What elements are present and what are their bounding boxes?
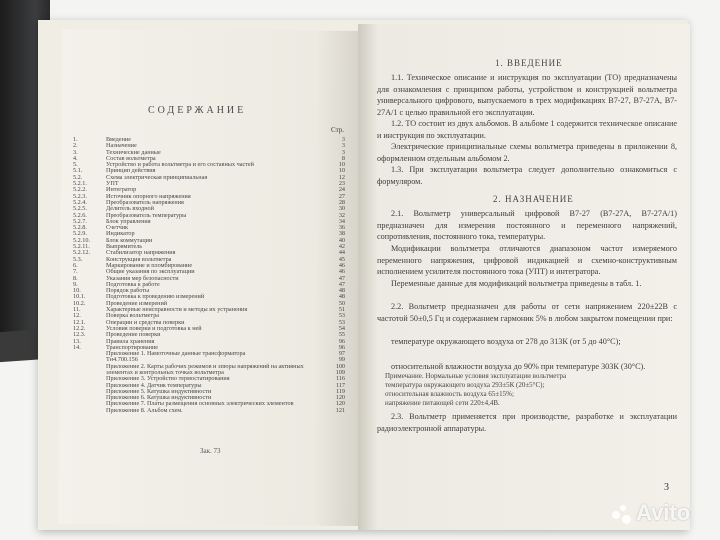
toc-row-label: Тн4.700.156: [106, 356, 138, 364]
section-heading-introduction: 1. ВВЕДЕНИЕ: [495, 58, 563, 68]
toc-row-label: Источник опорного напряжения: [106, 192, 191, 200]
toc-row-label: Блок управления: [106, 217, 151, 225]
toc-row-number: 5.2.10.: [73, 236, 91, 244]
toc-row-page: 119: [335, 387, 345, 395]
toc-row-page: 3: [341, 148, 345, 156]
toc-row-label: Условия поверки и подготовка к ней: [106, 324, 202, 332]
toc-row-label: Устройство и работа вольтметра и его составных частей: [106, 161, 254, 169]
toc-row-label: Делитель входной: [106, 205, 154, 213]
toc-row-number: 5.2.7.: [73, 217, 87, 225]
toc-row-number: 3.: [73, 148, 78, 156]
toc-row-page: 42: [338, 243, 345, 251]
toc-row-page: 47: [338, 274, 345, 282]
toc-row-number: 5.2.6.: [73, 211, 87, 219]
toc-row-page: 48: [338, 293, 345, 301]
toc-row-number: 5.: [73, 161, 78, 169]
toc-row-label: Интегратор: [106, 186, 137, 194]
toc-row-number: 11.: [73, 306, 81, 314]
toc-row-label: Приложение 8. Альбом схем.: [106, 406, 183, 414]
toc-row-number: 12.2.: [73, 324, 86, 332]
toc-row-page: 96: [338, 343, 345, 351]
toc-row-label: УПТ: [106, 180, 119, 188]
toc-row-label: Транспортирование: [106, 343, 159, 351]
toc-row-number: 9.: [73, 280, 78, 288]
toc-row-page: 44: [338, 249, 345, 257]
toc-row-number: 14.: [73, 343, 81, 351]
toc-row-number: 10.2.: [73, 299, 86, 307]
toc-row-page: 38: [338, 230, 345, 238]
paragraph-1-1: 1.1. Техническое описание и инструкция по эксплуатации (ТО) предназначены для ознакомления с принципом работы, устройством и конструкцией вольтметра универсального цифрового, выпускаемого в трех модификациях В7-27, В7-27А, В7-27А/1 с целью правильной его эксплуатации.: [377, 73, 677, 117]
toc-row-number: 8.: [73, 274, 78, 282]
toc-list: [73, 137, 345, 414]
toc-row-page: 30: [338, 205, 345, 213]
toc-row-number: 10.1.: [73, 293, 86, 301]
toc-row-label: Маркирование и пломбирование: [106, 261, 193, 269]
toc-row-page: 53: [338, 312, 345, 320]
toc-row-label: Проведение поверки: [106, 331, 161, 339]
toc-row-page: 10: [338, 167, 345, 175]
toc-row-number: 12.1.: [73, 318, 86, 326]
paragraph-2-2: 2.2. Вольтметр предназначен для работы от сети напряжением 220±22В с частотой 50±0,5 Гц и содержанием гармоник 5% в любом закрытом помещении при:: [377, 302, 677, 323]
toc-row-label: Операции и средства поверки: [106, 318, 185, 326]
toc-row-number: 5.2.: [73, 173, 83, 181]
toc-row-page: 46: [338, 268, 345, 276]
toc-row-page: 53: [338, 318, 345, 326]
toc-row-label: Приложение 1. Намоточные данные трансформатора: [106, 350, 246, 358]
toc-row-page: 28: [338, 198, 345, 206]
toc-row-label: Приложение 4. Датчик температуры: [106, 381, 202, 389]
toc-row-page: 34: [338, 217, 345, 225]
toc-row-label: Поверка вольтметра: [106, 312, 160, 320]
toc-row-page: 24: [338, 186, 345, 194]
toc-row-label: Общие указания по эксплуатации: [106, 268, 195, 276]
toc-row-label: Схема электрическая принципиальная: [106, 173, 208, 181]
toc-row-number: 1.: [73, 136, 78, 143]
toc-row-number: 13.: [73, 337, 81, 345]
toc-row-label: Указания мер безопасности: [106, 274, 179, 282]
toc-row-page: 3: [341, 136, 345, 143]
toc-row-label: Преобразователь напряжения: [106, 198, 184, 206]
toc-row-number: 5.2.3.: [73, 192, 87, 200]
paragraph-schemes: Электрические принципиальные схемы вольтметра приведены в приложении 8, оформленном отдельным альбомом 2.: [377, 142, 677, 163]
toc-row-label: Стабилизатор напряжения: [106, 249, 176, 257]
toc-row-page: 3: [341, 142, 345, 150]
toc-row-page: 97: [338, 350, 345, 358]
toc-row-label: элементах и контрольных точках вольтметра: [106, 368, 224, 376]
toc-row-label: Технические данные: [106, 148, 161, 156]
toc-row-number: 6.: [73, 261, 78, 269]
toc-row-label: Приложение 3. Устройство термостатирования: [106, 375, 230, 383]
toc-row-number: 7.: [73, 268, 78, 276]
toc-row-number: 12.3.: [73, 331, 86, 339]
toc-row-label: Блок коммутации: [106, 236, 153, 244]
toc-row-number: 5.2.1.: [73, 180, 87, 188]
toc-row-page: 96: [338, 337, 345, 345]
toc-row-page: 46: [338, 261, 345, 269]
paragraph-1-3: 1.3. При эксплуатации вольтметра следует дополнительно ознакомиться с формуляром.: [377, 165, 677, 186]
toc-row-page: 8: [341, 154, 345, 162]
paragraph-temperature: температуре окружающего воздуха от 278 до 313К (от 5 до 40°С);: [391, 337, 621, 346]
toc-row-label: Выпрямитель: [106, 243, 143, 251]
toc-page-column-header: Стр.: [331, 126, 344, 134]
toc-row-page: 12: [338, 173, 345, 181]
toc-row-label: Счетчик: [106, 224, 129, 232]
toc-row-page: 55: [338, 331, 345, 339]
toc-row-label: Правила хранения: [106, 337, 155, 345]
toc-row-label: Состав вольтметра: [106, 154, 156, 162]
toc-row-page: 47: [338, 280, 345, 288]
toc-row-label: Проведение измерений: [106, 299, 168, 307]
toc-row-page: 54: [338, 324, 345, 332]
toc-row-number: 4.: [73, 154, 78, 162]
toc-row-page: 99: [338, 356, 345, 364]
toc-row-label: Введение: [106, 136, 131, 143]
toc-row-page: 45: [338, 255, 345, 263]
toc-row-page: 100: [335, 362, 345, 370]
note-line-humidity: относительная влажность воздуха 65±15%;: [385, 390, 514, 398]
toc-row-label: Приложение 7. Платы размещения основных электрических элементов: [106, 400, 294, 408]
toc-row-number: 10.: [73, 287, 81, 295]
toc-row-page: 120: [335, 400, 345, 408]
toc-row-label: Приложение 5. Катушка индуктивности: [106, 387, 212, 395]
avito-logo-icon: [612, 505, 632, 525]
toc-row-page: 32: [338, 211, 345, 219]
paragraph-humidity: относительной влажности воздуха до 90% при температуре 303К (30°С).: [391, 362, 646, 371]
note-line-temperature: температура окружающего воздуха 293±5К (20±5°С);: [385, 381, 545, 389]
toc-row-number: 5.2.11.: [73, 243, 90, 251]
toc-row-page: 40: [338, 236, 345, 244]
toc-row-number: 5.3.: [73, 255, 83, 263]
note-title: Примечание. Нормальные условия эксплуатации вольтметра: [385, 372, 567, 380]
print-order-number: Зак. 73: [200, 447, 221, 455]
paragraph-2-3: 2.3. Вольтметр применяется при производстве, разработке и эксплуатации радиоэлектронной аппаратуры.: [377, 412, 677, 433]
toc-row-page: 51: [338, 306, 345, 314]
toc-row-page: 109: [335, 368, 345, 376]
toc-row-number: 5.2.5.: [73, 205, 87, 213]
toc-row-label: Конструкция вольтметра: [106, 255, 172, 263]
toc-row-page: 36: [338, 224, 345, 232]
toc-row-number: 5.2.12.: [73, 249, 91, 257]
toc-row-page: 10: [338, 161, 345, 169]
toc-title: СОДЕРЖАНИЕ: [148, 105, 247, 116]
toc-row-page: 121: [335, 406, 345, 414]
toc-row-page: 48: [338, 287, 345, 295]
toc-row-number: 5.2.8.: [73, 224, 87, 232]
toc-row-label: Подготовка к проведению измерений: [106, 293, 205, 301]
note-line-voltage: напряжение питающей сети 220±4,4В.: [385, 399, 500, 407]
toc-row-number: 5.2.2.: [73, 186, 87, 194]
paragraph-modifications: Модификации вольтметра отличаются диапазоном частот измеряемого переменного напряжения, цифровой индикацией и схемно-конструктивным исполнением усилителя постоянного тока (УПТ) и интегратора.: [377, 244, 677, 277]
section-heading-purpose: 2. НАЗНАЧЕНИЕ: [493, 194, 574, 204]
toc-row-page: 116: [335, 375, 345, 383]
toc-row-number: 5.2.9.: [73, 230, 87, 238]
toc-row-page: 50: [338, 299, 345, 307]
toc-row-label: Принцип действия: [106, 167, 156, 175]
toc-row-number: 5.2.4.: [73, 198, 87, 206]
toc-row-page: 120: [335, 394, 345, 402]
paragraph-variable-data: Переменные данные для модификаций вольтметра приведены в табл. 1.: [391, 279, 642, 288]
watermark-text: Avito: [636, 500, 691, 525]
toc-row-label: Назначение: [106, 142, 137, 150]
toc-row-number: 12.: [73, 312, 81, 320]
toc-row-label: Приложение 6. Катушка индуктивности: [106, 394, 212, 402]
toc-row-page: 27: [338, 192, 345, 200]
page-number: 3: [664, 482, 669, 493]
toc-row-number: 5.1.: [73, 167, 83, 175]
toc-row-label: Приложение 2. Карты рабочих режимов и эпюры напряжений на активных: [106, 362, 304, 370]
toc-row-page: 23: [338, 180, 345, 188]
toc-row-page: 117: [335, 381, 345, 389]
toc-row-label: Порядок работы: [106, 287, 150, 295]
toc-row-label: Характерные неисправности и методы их устранения: [106, 306, 248, 314]
toc-row-label: Подготовка к работе: [106, 280, 160, 288]
toc-row-number: 2.: [73, 142, 78, 150]
toc-row-label: Индикатор: [106, 230, 135, 238]
toc-row-label: Преобразователь температуры: [106, 211, 187, 219]
toc-row: [73, 408, 345, 414]
paragraph-2-1: 2.1. Вольтметр универсальный цифровой В7-27 (В7-27А, В7-27А/1) предназначен для измерения постоянного и переменного напряжений, сопротивления, постоянного тока, температуры.: [377, 209, 677, 242]
paragraph-1-2: 1.2. ТО состоит из двух альбомов. В альбоме 1 содержится техническое описание и инструкция по эксплуатации.: [377, 119, 677, 140]
